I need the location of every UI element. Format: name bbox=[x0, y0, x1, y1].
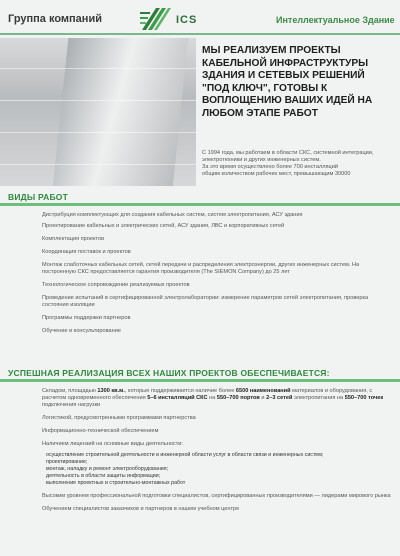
license-item: проектирование; bbox=[46, 459, 88, 465]
list-item: Обучение и консультирование bbox=[42, 328, 121, 334]
intro-text bbox=[202, 150, 394, 178]
stock-paragraph: Складом, площадью 1300 кв.м., которые поддерживается наличие более 6500 наименований материалов и оборудования, с расчетом одновременного обеспечения 5–6 инсталляций СКС на 550–700 портов и 2–3 сетей электропитания на 550–700 точек подключения нагрузки bbox=[42, 388, 384, 408]
main-headline: МЫ РЕАЛИЗУЕМ ПРОЕКТЫ КАБЕЛЬНОЙ ИНФРАСТРУКТУРЫ ЗДАНИЯ И СЕТЕВЫХ РЕШЕНИЙ "ПОД КЛЮЧ", ГОТОВЫ К ВОПЛОЩЕНИЮ ВАШИХ ИДЕЙ НА ЛЮБОМ ЭТАПЕ РАБОТ bbox=[202, 45, 373, 119]
list-item: Дистрибуция комплектующих для создания кабельных систем, систем электропитания, АСУ здания bbox=[42, 212, 303, 218]
list-item: Высоким уровнем профессиональной подготовки специалистов, сертифицированных производителями — лидерами мирового рынка bbox=[42, 493, 391, 499]
ics-logo-icon bbox=[138, 4, 172, 34]
header-divider bbox=[0, 33, 400, 35]
section-title-services: ВИДЫ РАБОТ bbox=[8, 192, 68, 202]
intro-line: общим количеством рабочих мест, превышающим 30000 bbox=[202, 171, 351, 177]
section-divider bbox=[0, 379, 400, 382]
license-item: деятельность в области защиты информации; bbox=[46, 473, 161, 479]
list-item: Монтаж слаботочных кабельных сетей, сетей передачи и распределения электроэнергии, других инженерных систем. На построенную СКС предоставляется гарантия производителя (The SIEMON Company) до 25 лет bbox=[42, 262, 360, 275]
success-list bbox=[42, 388, 392, 517]
license-item: осуществление строительной деятельности в инженерной области услуг в области связи и инженерных систем; bbox=[46, 452, 324, 458]
license-item: монтаж, наладку и ремонт электрооборудования; bbox=[46, 466, 169, 472]
section-divider bbox=[0, 203, 400, 206]
list-item: Технологическое сопровождение реализуемых проектов bbox=[42, 282, 190, 288]
list-item: Проектирование кабельных и электрических сетей, АСУ здания, ЛВС и корпоративных сетей bbox=[42, 223, 285, 229]
list-item: Комплектация проектов bbox=[42, 236, 105, 242]
list-item: Обучением специалистов заказчиков и партнеров в нашем учебном центре bbox=[42, 506, 240, 512]
license-item: выполнение проектных и строительно-монтажных работ bbox=[46, 480, 186, 486]
brand-name: ICS bbox=[176, 14, 198, 26]
list-item: Информационно-технической обеспечением bbox=[42, 428, 159, 434]
building-photo bbox=[0, 38, 196, 186]
intro-line: электротехники и других инженерных систем. bbox=[202, 157, 321, 163]
list-item: Координация поставок и проектов bbox=[42, 249, 131, 255]
list-item: Программы поддержки партнеров bbox=[42, 315, 131, 321]
services-list bbox=[42, 212, 392, 339]
section-title-success: УСПЕШНАЯ РЕАЛИЗАЦИЯ ВСЕХ НАШИХ ПРОЕКТОВ ОБЕСПЕЧИВАЕТСЯ: bbox=[8, 368, 330, 378]
list-item: Проведение испытаний в сертифицированной электролаборатории: измерение параметров сетей электропитания, проверка состояния изоляции bbox=[42, 295, 369, 308]
licenses-intro: Наличием лицензий на основные виды деятельности: bbox=[42, 441, 183, 447]
intelligent-building-title: Интеллектуальное Здание bbox=[276, 15, 395, 25]
list-item: Логистикой, предусмотренными программами партнерства bbox=[42, 415, 196, 421]
intro-line: За это время осуществлено более 700 инсталляций bbox=[202, 164, 338, 170]
company-group-title: Группа компаний bbox=[8, 13, 102, 25]
intro-line: С 1994 года, мы работаем в области СКС, системной интеграции, bbox=[202, 150, 374, 156]
